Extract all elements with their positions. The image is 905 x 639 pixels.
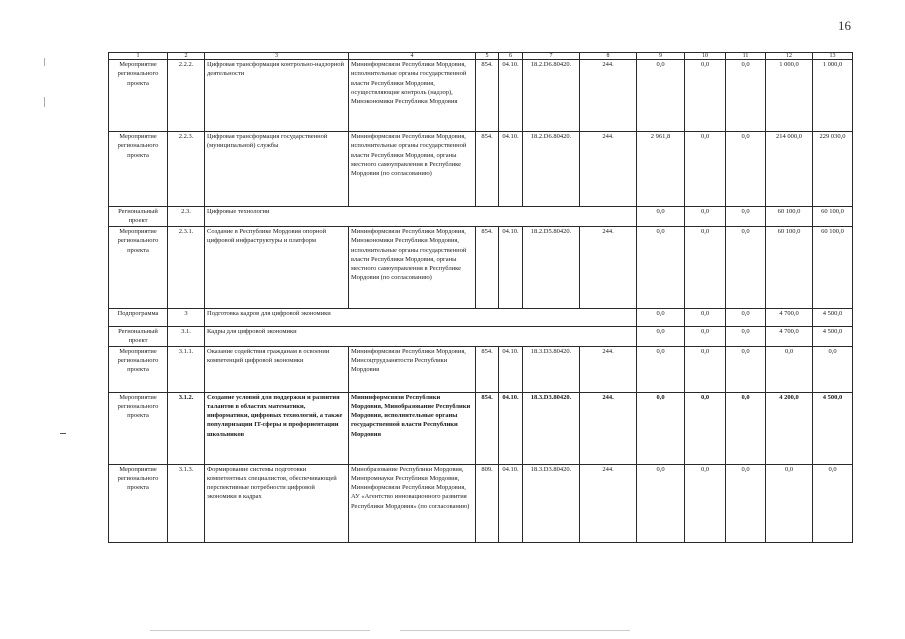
row-value-12: 60 100,0: [766, 207, 813, 227]
row-value-10: 0,0: [685, 346, 726, 392]
row-number: 3: [168, 309, 205, 327]
row-value-11: 0,0: [726, 227, 766, 309]
scan-margin-mark: [44, 97, 45, 107]
row-grbs: 854.: [476, 227, 499, 309]
row-vr: 244.: [580, 227, 637, 309]
column-number: 1: [109, 53, 168, 60]
row-executor: Мининформсвязи Республики Мордовия, исполнительные органы государственной власти Республики Мордовия, осуществляющие контроль (надзор), Минэкономики Республики Мордовия: [349, 60, 476, 132]
row-csr: 18.3.D3.80420.: [523, 464, 580, 542]
row-csr: 18.2.D6.80420.: [523, 60, 580, 132]
row-value-9: 0,0: [637, 392, 685, 464]
row-grbs: 854.: [476, 346, 499, 392]
row-type: Подпрограмма: [109, 309, 168, 327]
row-type: Региональный проект: [109, 207, 168, 227]
row-value-13: 229 030,0: [813, 132, 853, 207]
row-rzpr: 04.10.: [499, 132, 523, 207]
row-name: Кадры для цифровой экономики: [205, 327, 637, 347]
row-value-10: 0,0: [685, 207, 726, 227]
row-csr: 18.2.D6.80420.: [523, 132, 580, 207]
row-value-9: 0,0: [637, 346, 685, 392]
column-number: 4: [349, 53, 476, 60]
row-value-10: 0,0: [685, 327, 726, 347]
table-row: [109, 227, 853, 309]
row-value-11: 0,0: [726, 207, 766, 227]
column-number: 9: [637, 53, 685, 60]
row-number: 2.2.2.: [168, 60, 205, 132]
table-row: [109, 132, 853, 207]
row-value-11: 0,0: [726, 132, 766, 207]
row-value-9: 0,0: [637, 309, 685, 327]
row-name: Цифровые технологии: [205, 207, 637, 227]
row-vr: 244.: [580, 464, 637, 542]
row-type: Мероприятие регионального проекта: [109, 464, 168, 542]
row-number: 2.3.: [168, 207, 205, 227]
column-number: 11: [726, 53, 766, 60]
row-executor: Мининформсвязи Республики Мордовия, исполнительные органы государственной власти Республики Мордовия, органы местного самоуправления в Республике Мордовия (по согласованию): [349, 132, 476, 207]
row-number: 3.1.3.: [168, 464, 205, 542]
row-value-12: 0,0: [766, 464, 813, 542]
row-value-11: 0,0: [726, 309, 766, 327]
row-rzpr: 04.10.: [499, 227, 523, 309]
row-value-10: 0,0: [685, 464, 726, 542]
row-type: Региональный проект: [109, 327, 168, 347]
row-number: 3.1.1.: [168, 346, 205, 392]
row-rzpr: 04.10.: [499, 464, 523, 542]
row-rzpr: 04.10.: [499, 346, 523, 392]
row-value-9: 2 961,8: [637, 132, 685, 207]
row-value-13: 0,0: [813, 346, 853, 392]
row-vr: 244.: [580, 346, 637, 392]
row-value-12: 214 000,0: [766, 132, 813, 207]
row-value-11: 0,0: [726, 346, 766, 392]
row-grbs: 809.: [476, 464, 499, 542]
row-grbs: 854.: [476, 60, 499, 132]
row-vr: 244.: [580, 132, 637, 207]
scan-bottom-line: [150, 630, 370, 631]
column-number: 13: [813, 53, 853, 60]
row-name: Цифровая трансформация контрольно-надзорной деятельности: [205, 60, 349, 132]
row-value-13: 0,0: [813, 464, 853, 542]
row-value-11: 0,0: [726, 60, 766, 132]
row-executor: Мининформсвязи Республики Мордовия, Минсоцтрудзанятости Республики Мордовия: [349, 346, 476, 392]
scan-bottom-line: [400, 630, 630, 631]
row-value-10: 0,0: [685, 392, 726, 464]
page-number: 16: [838, 18, 851, 33]
row-number: 3.1.: [168, 327, 205, 347]
row-value-12: 1 000,0: [766, 60, 813, 132]
row-name: Формирование системы подготовки компетентных специалистов, обеспечивающей перспективные потребности цифровой экономики в кадрах: [205, 464, 349, 542]
row-value-11: 0,0: [726, 327, 766, 347]
row-name: Цифровая трансформация государственной (муниципальной) службы: [205, 132, 349, 207]
row-name: Создание в Республике Мордовия опорной цифровой инфраструктуры и платформ: [205, 227, 349, 309]
row-csr: 18.3.D3.80420.: [523, 346, 580, 392]
row-value-12: 4 700,0: [766, 327, 813, 347]
row-executor: Мининформсвязи Республики Мордовия, Минэкономики Республики Мордовия, исполнительные органы государственной власти Республики Мордовия, органы местного самоуправления в Республике Мордовия (по согласованию): [349, 227, 476, 309]
row-value-11: 0,0: [726, 392, 766, 464]
row-value-9: 0,0: [637, 207, 685, 227]
column-number: 8: [580, 53, 637, 60]
row-value-13: 60 100,0: [813, 227, 853, 309]
row-value-10: 0,0: [685, 309, 726, 327]
row-type: Мероприятие регионального проекта: [109, 132, 168, 207]
column-number: 2: [168, 53, 205, 60]
row-value-13: 4 500,0: [813, 327, 853, 347]
column-number: 12: [766, 53, 813, 60]
table-row: [109, 392, 853, 464]
row-grbs: 854.: [476, 392, 499, 464]
column-number: 10: [685, 53, 726, 60]
table-row: [109, 464, 853, 542]
row-rzpr: 04.10.: [499, 392, 523, 464]
row-value-11: 0,0: [726, 464, 766, 542]
row-number: 3.1.2.: [168, 392, 205, 464]
row-rzpr: 04.10.: [499, 60, 523, 132]
row-value-13: 1 000,0: [813, 60, 853, 132]
row-type: Мероприятие регионального проекта: [109, 227, 168, 309]
row-type: Мероприятие регионального проекта: [109, 392, 168, 464]
table-row: [109, 309, 853, 327]
row-value-12: 0,0: [766, 346, 813, 392]
budget-table: [108, 52, 853, 543]
row-value-13: 60 100,0: [813, 207, 853, 227]
row-value-9: 0,0: [637, 227, 685, 309]
row-executor: Минобразование Республики Мордовия, Минпромнауки Республики Мордовия, Мининформсвязи Республики Мордовия, АУ «Агентство инновационного развития Республики Мордовия» (по согласованию): [349, 464, 476, 542]
row-value-10: 0,0: [685, 60, 726, 132]
column-number: 5: [476, 53, 499, 60]
row-csr: 18.2.D5.80420.: [523, 227, 580, 309]
column-number: 3: [205, 53, 349, 60]
row-name: Оказание содействия гражданам в освоении компетенций цифровой экономики: [205, 346, 349, 392]
row-name: Создание условий для поддержки и развития талантов в областях математики, информатики, цифровых технологий, а также популяризации IT-сферы и профориентации школьников: [205, 392, 349, 464]
row-value-9: 0,0: [637, 60, 685, 132]
column-number-row: [109, 53, 853, 60]
row-grbs: 854.: [476, 132, 499, 207]
row-vr: 244.: [580, 60, 637, 132]
row-value-10: 0,0: [685, 227, 726, 309]
row-value-9: 0,0: [637, 464, 685, 542]
row-number: 2.3.1.: [168, 227, 205, 309]
row-name: Подготовка кадров для цифровой экономики: [205, 309, 637, 327]
row-value-13: 4 500,0: [813, 392, 853, 464]
row-value-10: 0,0: [685, 132, 726, 207]
row-value-12: 4 700,0: [766, 309, 813, 327]
scan-margin-mark: [44, 58, 45, 66]
row-value-13: 4 500,0: [813, 309, 853, 327]
column-number: 7: [523, 53, 580, 60]
table-row: [109, 327, 853, 347]
row-vr: 244.: [580, 392, 637, 464]
table-row: [109, 207, 853, 227]
row-type: Мероприятие регионального проекта: [109, 60, 168, 132]
row-number: 2.2.3.: [168, 132, 205, 207]
row-value-9: 0,0: [637, 327, 685, 347]
row-value-12: 60 100,0: [766, 227, 813, 309]
scan-dash-mark: [60, 433, 66, 434]
column-number: 6: [499, 53, 523, 60]
row-value-12: 4 200,0: [766, 392, 813, 464]
table-row: [109, 346, 853, 392]
row-csr: 18.3.D3.80420.: [523, 392, 580, 464]
row-type: Мероприятие регионального проекта: [109, 346, 168, 392]
row-executor: Мининформсвязи Республики Мордовия, Минобразование Республики Мордовия, исполнительные органы государственной власти Республики Мордовия: [349, 392, 476, 464]
table-row: [109, 60, 853, 132]
